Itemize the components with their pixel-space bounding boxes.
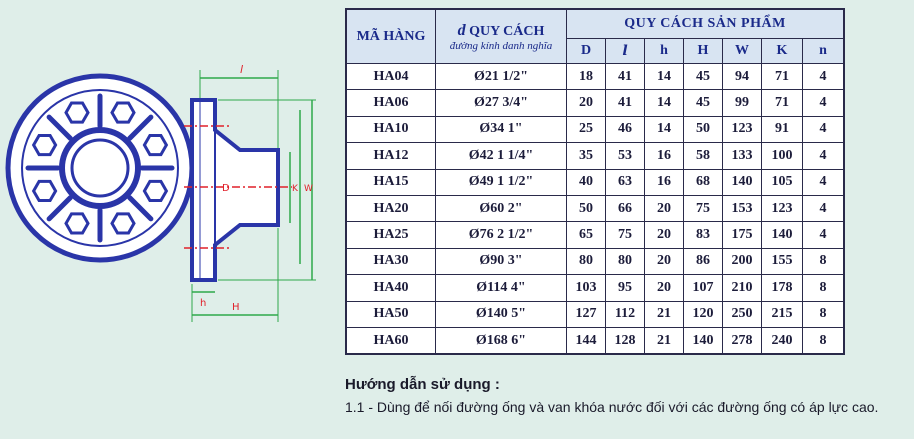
cell-value: 83 xyxy=(684,222,723,248)
cell-nominal-size: Ø49 1 1/2" xyxy=(436,169,567,195)
cell-code: HA25 xyxy=(346,222,436,248)
cell-value: 95 xyxy=(606,275,645,301)
table-row xyxy=(346,143,844,169)
dim-label-h: h xyxy=(200,298,207,309)
cell-value: 99 xyxy=(723,90,762,116)
bolt-hole xyxy=(34,181,56,200)
cell-value: 250 xyxy=(723,301,762,327)
flange-side-view xyxy=(184,63,316,322)
cell-value: 21 xyxy=(645,301,684,327)
cell-value: 215 xyxy=(762,301,803,327)
cell-code: HA30 xyxy=(346,248,436,274)
cell-value: 140 xyxy=(723,169,762,195)
header-code: MÃ HÀNG xyxy=(346,9,436,64)
bolt-hole xyxy=(144,136,166,155)
cell-value: 35 xyxy=(567,143,606,169)
dim-label-l: l xyxy=(240,63,244,76)
cell-code: HA06 xyxy=(346,90,436,116)
flange-front-view xyxy=(8,76,192,260)
spec-table-body xyxy=(346,64,844,355)
cell-value: 45 xyxy=(684,64,723,90)
cell-value: 53 xyxy=(606,143,645,169)
cell-value: 112 xyxy=(606,301,645,327)
cell-nominal-size: Ø168 6" xyxy=(436,327,567,354)
table-row xyxy=(346,116,844,142)
cell-value: 123 xyxy=(762,195,803,221)
flange-drawing xyxy=(0,40,340,330)
cell-nominal-size: Ø27 3/4" xyxy=(436,90,567,116)
cell-value: 210 xyxy=(723,275,762,301)
cell-value: 50 xyxy=(567,195,606,221)
cell-value: 63 xyxy=(606,169,645,195)
cell-value: 4 xyxy=(803,195,845,221)
cell-value: 200 xyxy=(723,248,762,274)
table-row xyxy=(346,90,844,116)
table-row xyxy=(346,248,844,274)
bolt-hole xyxy=(112,214,134,233)
cell-value: 4 xyxy=(803,222,845,248)
bolt-hole xyxy=(66,214,88,233)
header-dim-1: l xyxy=(606,39,645,64)
cell-value: 58 xyxy=(684,143,723,169)
cell-value: 140 xyxy=(684,327,723,354)
bolt-hole xyxy=(66,103,88,122)
header-dim-2: h xyxy=(645,39,684,64)
cell-value: 4 xyxy=(803,64,845,90)
bolt-hole xyxy=(112,103,134,122)
cell-value: 20 xyxy=(645,222,684,248)
table-row xyxy=(346,327,844,354)
cell-value: 4 xyxy=(803,116,845,142)
cell-nominal-size: Ø114 4" xyxy=(436,275,567,301)
cell-nominal-size: Ø90 3" xyxy=(436,248,567,274)
cell-value: 75 xyxy=(684,195,723,221)
cell-value: 175 xyxy=(723,222,762,248)
bolt-hole xyxy=(34,136,56,155)
cell-code: HA40 xyxy=(346,275,436,301)
cell-value: 94 xyxy=(723,64,762,90)
cell-value: 71 xyxy=(762,90,803,116)
cell-value: 14 xyxy=(645,90,684,116)
cell-nominal-size: Ø34 1" xyxy=(436,116,567,142)
table-row xyxy=(346,222,844,248)
cell-nominal-size: Ø60 2" xyxy=(436,195,567,221)
cell-value: 140 xyxy=(762,222,803,248)
cell-value: 105 xyxy=(762,169,803,195)
bolt-hole xyxy=(144,181,166,200)
header-dim-0: D xyxy=(567,39,606,64)
cell-value: 107 xyxy=(684,275,723,301)
cell-value: 20 xyxy=(645,248,684,274)
cell-value: 20 xyxy=(567,90,606,116)
cell-value: 16 xyxy=(645,143,684,169)
cell-code: HA12 xyxy=(346,143,436,169)
cell-value: 8 xyxy=(803,301,845,327)
cell-code: HA50 xyxy=(346,301,436,327)
header-spec-symbol: d xyxy=(457,21,466,39)
cell-nominal-size: Ø21 1/2" xyxy=(436,64,567,90)
dim-label-K: K xyxy=(292,184,298,194)
cell-value: 100 xyxy=(762,143,803,169)
header-dim-4: W xyxy=(723,39,762,64)
cell-code: HA60 xyxy=(346,327,436,354)
cell-value: 14 xyxy=(645,116,684,142)
cell-value: 4 xyxy=(803,169,845,195)
spec-table xyxy=(345,8,845,355)
cell-value: 71 xyxy=(762,64,803,90)
cell-value: 155 xyxy=(762,248,803,274)
cell-value: 4 xyxy=(803,143,845,169)
cell-value: 20 xyxy=(645,195,684,221)
cell-value: 240 xyxy=(762,327,803,354)
cell-value: 153 xyxy=(723,195,762,221)
cell-value: 123 xyxy=(723,116,762,142)
cell-value: 45 xyxy=(684,90,723,116)
table-row xyxy=(346,301,844,327)
header-spec-sub: đường kính danh nghĩa xyxy=(449,39,553,52)
header-group: QUY CÁCH SẢN PHẨM xyxy=(567,9,845,39)
usage-guide-line: 1.1 - Dùng để nối đường ống và van khóa nước đối với các đường ống có áp lực cao. xyxy=(345,399,879,415)
cell-value: 178 xyxy=(762,275,803,301)
cell-nominal-size: Ø76 2 1/2" xyxy=(436,222,567,248)
cell-value: 278 xyxy=(723,327,762,354)
cell-code: HA04 xyxy=(346,64,436,90)
cell-value: 20 xyxy=(645,275,684,301)
cell-value: 8 xyxy=(803,327,845,354)
dim-label-D: D xyxy=(222,183,230,194)
header-dim-3: H xyxy=(684,39,723,64)
cell-value: 41 xyxy=(606,90,645,116)
cell-value: 8 xyxy=(803,275,845,301)
dim-label-H: H xyxy=(232,302,240,313)
cell-code: HA15 xyxy=(346,169,436,195)
table-row xyxy=(346,169,844,195)
cell-value: 86 xyxy=(684,248,723,274)
cell-value: 80 xyxy=(606,248,645,274)
cell-value: 25 xyxy=(567,116,606,142)
cell-value: 46 xyxy=(606,116,645,142)
cell-value: 66 xyxy=(606,195,645,221)
cell-value: 91 xyxy=(762,116,803,142)
dim-label-W: W xyxy=(304,184,313,194)
usage-guide-title: Hướng dẫn sử dụng : xyxy=(345,376,500,393)
table-row xyxy=(346,64,844,90)
header-dim-5: K xyxy=(762,39,803,64)
cell-value: 127 xyxy=(567,301,606,327)
cell-code: HA10 xyxy=(346,116,436,142)
table-row xyxy=(346,275,844,301)
cell-value: 21 xyxy=(645,327,684,354)
cell-value: 133 xyxy=(723,143,762,169)
cell-value: 68 xyxy=(684,169,723,195)
header-dim-6: n xyxy=(803,39,845,64)
cell-value: 103 xyxy=(567,275,606,301)
cell-value: 16 xyxy=(645,169,684,195)
cell-value: 18 xyxy=(567,64,606,90)
cell-nominal-size: Ø42 1 1/4" xyxy=(436,143,567,169)
cell-value: 75 xyxy=(606,222,645,248)
cell-value: 14 xyxy=(645,64,684,90)
cell-value: 144 xyxy=(567,327,606,354)
header-spec-title: QUY CÁCH xyxy=(469,23,545,39)
cell-value: 41 xyxy=(606,64,645,90)
cell-value: 8 xyxy=(803,248,845,274)
cell-value: 65 xyxy=(567,222,606,248)
cell-value: 120 xyxy=(684,301,723,327)
header-spec xyxy=(436,9,567,64)
cell-value: 4 xyxy=(803,90,845,116)
cell-value: 50 xyxy=(684,116,723,142)
table-row xyxy=(346,195,844,221)
cell-code: HA20 xyxy=(346,195,436,221)
cell-value: 128 xyxy=(606,327,645,354)
cell-value: 40 xyxy=(567,169,606,195)
cell-value: 80 xyxy=(567,248,606,274)
usage-guide xyxy=(345,376,878,415)
cell-nominal-size: Ø140 5" xyxy=(436,301,567,327)
